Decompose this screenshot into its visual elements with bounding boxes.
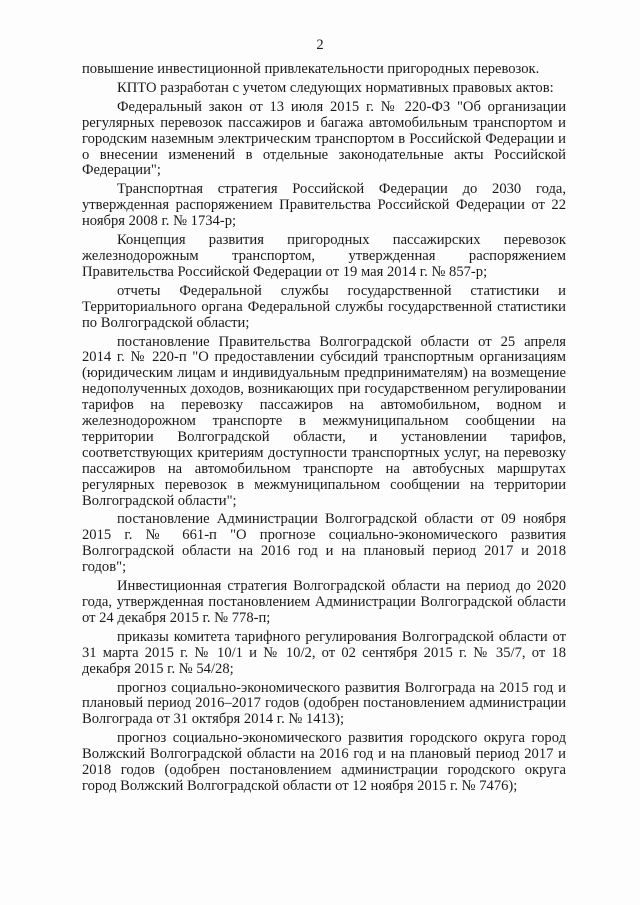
paragraph-resolution-220p: постановление Правительства Волгоградской области от 25 апреля 2014 г. № 220-п "О предоставлении субсидий транспортным организациям (юридическим лицам и индивидуальным предпринимателям) на возмещение недополученных доходов, возникающих при государственном регулировании тарифов на перевозку пассажиров на автомобильном, водном и железнодорожном транспорте в межмуниципальном сообщении на территории Волгоградской области, и установлении тарифов, соответствующих критериям доступности транспортных услуг, на перевозку пассажиров на автомобильном транспорте на автобусных маршрутах регулярных перевозок в межмуниципальном сообщении на территории Волгоградской области"; <box>82 333 566 509</box>
paragraph-resolution-661p: постановление Администрации Волгоградской области от 09 ноября 2015 г. № 661-п "О прогнозе социально-экономического развития Волгоградской области на 2016 год и на плановый период 2017 и 2018 годов"; <box>82 511 566 576</box>
document-body <box>82 62 566 798</box>
paragraph-tariff-committee-orders: приказы комитета тарифного регулирования Волгоградской области от 31 марта 2015 г. № 10/1 и № 10/2, от 02 сентября 2015 г. № 35/7, от 18 декабря 2015 г. № 54/28; <box>82 628 566 677</box>
paragraph-volgograd-forecast: прогноз социально-экономического развития Волгограда на 2015 год и плановый период 2016–2017 годов (одобрен постановлением администрации Волгограда от 31 октября 2014 г. № 1413); <box>82 679 566 728</box>
paragraph-statistics-reports: отчеты Федеральной службы государственной статистики и Территориального органа Федеральной службы государственной статистики по Волгоградской области; <box>82 282 566 331</box>
paragraph-investment-strategy-2020: Инвестиционная стратегия Волгоградской области на период до 2020 года, утвержденная постановлением Администрации Волгоградской области от 24 декабря 2015 г. № 778-п; <box>82 578 566 626</box>
paragraph-volzhsky-forecast: прогноз социально-экономического развития городского округа город Волжский Волгоградской области на 2016 год и на плановый период 2017 и 2018 годов (одобрен постановлением администрации городского округа город Волжский Волгоградской области от 12 ноября 2015 г. № 7476); <box>82 730 566 794</box>
paragraph-federal-law-220: Федеральный закон от 13 июля 2015 г. № 220-ФЗ "Об организации регулярных перевозок пассажиров и багажа автомобильным транспортом и городским наземным электрическим транспортом в Российской Федерации и о внесении изменений в отдельные законодательные акты Российской Федерации"; <box>82 98 566 179</box>
paragraph-transport-strategy-2030: Транспортная стратегия Российской Федерации до 2030 года, утвержденная распоряжением Правительства Российской Федерации от 22 ноября 2008 г. № 1734-р; <box>82 181 566 230</box>
paragraph-kpto-basis: КПТО разработан с учетом следующих нормативных правовых актов: <box>117 79 554 96</box>
paragraph-suburban-rail-concept: Концепция развития пригородных пассажирских перевозок железнодорожным транспортом, утвержденная распоряжением Правительства Российской Федерации от 19 мая 2014 г. № 857-р; <box>82 232 566 280</box>
paragraph-investment-attractiveness: повышение инвестиционной привлекательности пригородных перевозок. <box>82 61 540 77</box>
page-number: 2 <box>316 37 324 53</box>
